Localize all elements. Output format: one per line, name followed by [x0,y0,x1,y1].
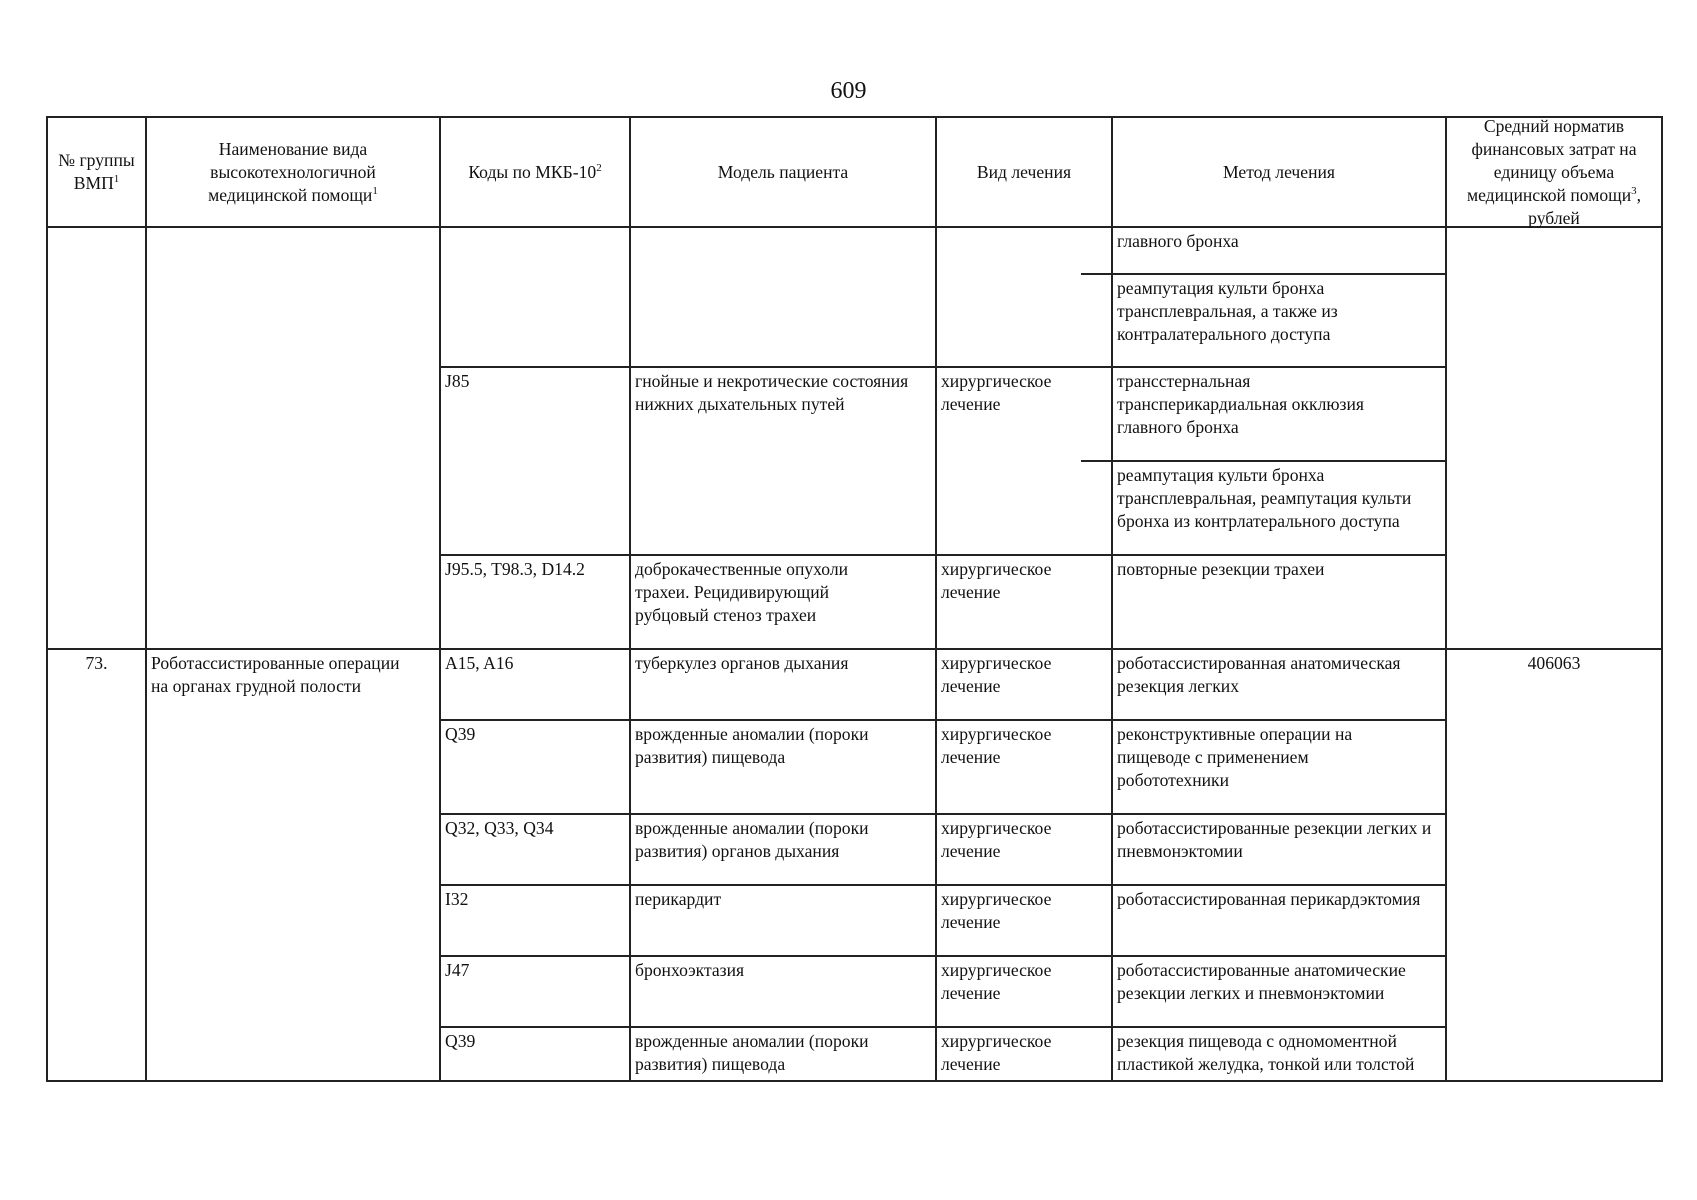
treatment-cell: хирургическое лечение [941,724,1052,767]
method-cell: резекция пищевода с одномоментной пластикой желудка, тонкой или толстой [1117,1031,1415,1074]
codes-cell: Q32, Q33, Q34 [445,818,554,838]
header-codes-footnote: 2 [596,161,602,174]
method-cell: реконструктивные операции на пищеводе с применением робототехники [1117,724,1353,790]
header-cost-unit: , рублей [1528,184,1642,228]
model-cell: бронхоэктазия [635,960,745,980]
treatment-cell: хирургическое лечение [941,1031,1052,1074]
header-type-label: Наименование вида высокотехнологичной медицинской помощи [208,138,376,205]
header-group-footnote: 1 [113,173,120,186]
group-name: Роботассистированные операции на органах грудной полости [151,653,400,696]
header-group [48,118,145,226]
header-cost-label: Средний норматив финансовых затрат на единицу объема медицинской помощи [1466,115,1637,205]
model-cell: гнойные и некротические состояния нижних дыхательных путей [635,371,909,414]
treatment-cell: хирургическое лечение [941,889,1052,932]
method-cell: роботассистированные резекции легких и пневмонэктомии [1117,818,1432,861]
model-cell: врожденные аномалии (пороки развития) пищевода [635,1031,869,1074]
page-number: 609 [830,78,867,104]
treatment-cell: хирургическое лечение [941,818,1052,861]
header-method: Метод лечения [1222,161,1336,182]
group-number: 73. [85,653,108,673]
method-cell: роботассистированная перикардэктомия [1117,889,1421,909]
header-codes [441,118,629,226]
method-cell: реампутация культи бронха трансплевральная, реампутация культи бронха из контрлатерального доступа [1117,465,1412,531]
model-cell: доброкачественные опухоли трахеи. Рецидивирующий рубцовый стеноз трахеи [635,559,849,625]
codes-cell: A15, A16 [445,653,514,673]
treatment-cell: хирургическое лечение [941,371,1052,414]
method-cell: роботассистированная анатомическая резекция легких [1117,653,1401,696]
header-treatment: Вид лечения [976,161,1072,182]
treatment-cell: хирургическое лечение [941,960,1052,1003]
method-cell: роботассистированные анатомические резекции легких и пневмонэктомии [1117,960,1406,1003]
header-model: Модель пациента [717,161,849,182]
vmp-table [46,116,1663,1082]
codes-cell: Q39 [445,1031,476,1051]
header-cost [1447,115,1661,228]
model-cell: перикардит [635,889,722,909]
codes-cell: J47 [445,960,470,980]
model-cell: туберкулез органов дыхания [635,653,849,673]
header-cost-footnote: 3 [1631,184,1637,197]
method-cell: повторные резекции трахеи [1117,559,1325,579]
codes-cell: I32 [445,889,469,909]
method-cell: реампутация культи бронха трансплевральная, а также из контралатерального доступа [1117,278,1338,344]
group-cost: 406063 [1527,653,1581,673]
header-group-label: № группы ВМП [58,150,135,193]
model-cell: врожденные аномалии (пороки развития) органов дыхания [635,818,869,861]
header-type [147,118,439,226]
model-cell: врожденные аномалии (пороки развития) пищевода [635,724,869,767]
codes-cell: J95.5, T98.3, D14.2 [445,559,585,579]
header-codes-label: Коды по МКБ-10 [468,161,597,182]
treatment-cell: хирургическое лечение [941,653,1052,696]
codes-cell: J85 [445,371,470,391]
codes-cell: Q39 [445,724,476,744]
treatment-cell: хирургическое лечение [941,559,1052,602]
method-cell: трансстернальная трансперикардиальная окклюзия главного бронха [1117,371,1364,437]
header-type-footnote: 1 [372,184,378,197]
method-cell: главного бронха [1117,231,1239,251]
